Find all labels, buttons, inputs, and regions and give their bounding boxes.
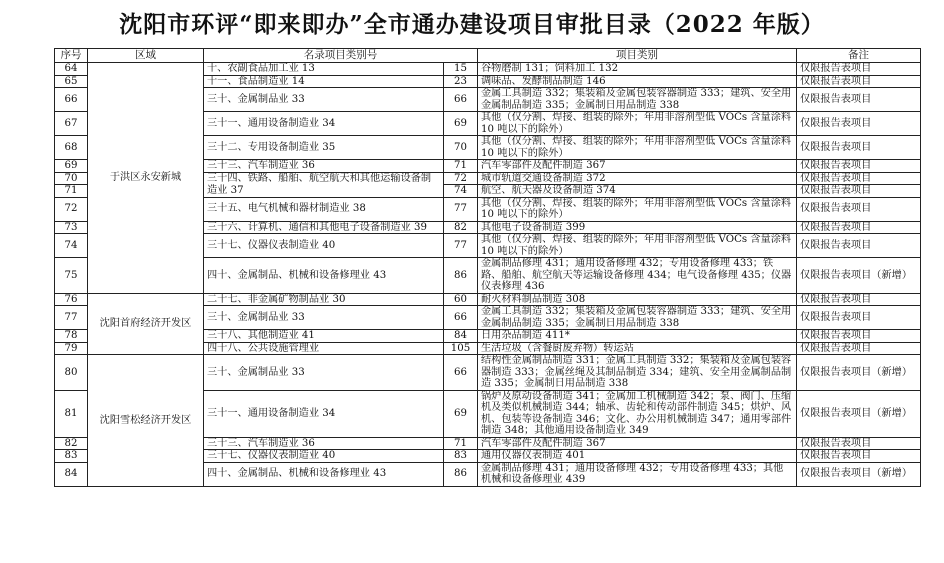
row-category: 金属工具制造 332；集装箱及金属包装容器制造 333；建筑、安全用金属制品制造 335；金属制日用品制造 338 [478, 306, 797, 330]
row-name: 二十七、非金属矿物制品业 30 [204, 293, 444, 306]
row-category: 其他（仅分割、焊接、组装的除外；年用非溶剂型低 VOCs 含量涂料 10 吨以下的除外） [478, 136, 797, 160]
row-category: 结构性金属制品制造 331；金属工具制造 332；集装箱及金属包装容器制造 333；金属丝绳及其制品制造 334；建筑、安全用金属制品制造 335；金属制日用品制造 338 [478, 355, 797, 391]
row-category: 耐火材料制品制造 308 [478, 293, 797, 306]
row-note: 仅限报告表项目 [797, 160, 921, 173]
row-name: 三十六、计算机、通信和其他电子设备制造业 39 [204, 221, 444, 234]
row-seq: 84 [55, 462, 88, 486]
area-cell: 沈阳雪松经济开发区 [88, 355, 204, 487]
row-note: 仅限报告表项目 [797, 437, 921, 450]
header-seq: 序号 [55, 49, 88, 63]
row-number: 84 [444, 330, 478, 343]
row-number: 71 [444, 160, 478, 173]
row-seq: 70 [55, 172, 88, 185]
row-number: 86 [444, 462, 478, 486]
row-category: 其他（仅分割、焊接、组装的除外；年用非溶剂型低 VOCs 含量涂料 10 吨以下的除外） [478, 112, 797, 136]
row-seq: 66 [55, 88, 88, 112]
row-number: 72 [444, 172, 478, 185]
row-seq: 79 [55, 342, 88, 355]
row-category: 日用杂品制造 411* [478, 330, 797, 343]
row-seq: 74 [55, 234, 88, 258]
row-note: 仅限报告表项目 [797, 136, 921, 160]
row-number: 66 [444, 306, 478, 330]
row-note: 仅限报告表项目 [797, 63, 921, 76]
row-note: 仅限报告表项目 [797, 306, 921, 330]
table-row [55, 293, 921, 306]
row-number: 83 [444, 450, 478, 463]
row-note: 仅限报告表项目（新增） [797, 390, 921, 437]
row-category: 其他电子设备制造 399 [478, 221, 797, 234]
header-note: 备注 [797, 49, 921, 63]
row-category: 谷物磨制 131；饲料加工 132 [478, 63, 797, 76]
row-name: 三十、金属制品业 33 [204, 355, 444, 391]
row-category: 金属制品修理 431；通用设备修理 432；专用设备修理 433；其他机械和设备修理业 439 [478, 462, 797, 486]
row-seq: 67 [55, 112, 88, 136]
row-seq: 77 [55, 306, 88, 330]
row-number: 66 [444, 355, 478, 391]
row-name: 三十二、专用设备制造业 35 [204, 136, 444, 160]
row-number: 71 [444, 437, 478, 450]
row-number: 74 [444, 185, 478, 198]
row-category: 通用仪器仪表制造 401 [478, 450, 797, 463]
row-seq: 81 [55, 390, 88, 437]
area-cell: 于洪区永安新城 [88, 63, 204, 294]
row-name: 三十五、电气机械和器材制造业 38 [204, 197, 444, 221]
row-number: 15 [444, 63, 478, 76]
row-number: 77 [444, 234, 478, 258]
row-number: 69 [444, 112, 478, 136]
row-number: 23 [444, 75, 478, 88]
row-name: 十一、食品制造业 14 [204, 75, 444, 88]
row-name: 三十七、仪器仪表制造业 40 [204, 450, 444, 463]
row-note: 仅限报告表项目 [797, 221, 921, 234]
row-category: 其他（仅分割、焊接、组装的除外；年用非溶剂型低 VOCs 含量涂料 10 吨以下的除外） [478, 197, 797, 221]
area-cell: 沈阳首府经济开发区 [88, 293, 204, 355]
header-name: 名录项目类别号 [204, 49, 478, 63]
row-seq: 83 [55, 450, 88, 463]
row-number: 66 [444, 88, 478, 112]
row-note: 仅限报告表项目 [797, 75, 921, 88]
row-name: 三十一、通用设备制造业 34 [204, 390, 444, 437]
row-note: 仅限报告表项目 [797, 293, 921, 306]
row-seq: 64 [55, 63, 88, 76]
row-name: 三十三、汽车制造业 36 [204, 160, 444, 173]
row-name: 三十七、仪器仪表制造业 40 [204, 234, 444, 258]
row-note: 仅限报告表项目 [797, 450, 921, 463]
row-seq: 72 [55, 197, 88, 221]
row-note: 仅限报告表项目 [797, 342, 921, 355]
row-name: 四十、金属制品、机械和设备修理业 43 [204, 462, 444, 486]
table-row [55, 355, 921, 391]
row-seq: 80 [55, 355, 88, 391]
row-note: 仅限报告表项目 [797, 197, 921, 221]
row-note: 仅限报告表项目（新增） [797, 355, 921, 391]
row-note: 仅限报告表项目 [797, 88, 921, 112]
row-note: 仅限报告表项目（新增） [797, 462, 921, 486]
row-seq: 75 [55, 258, 88, 294]
row-category: 金属制品修理 431；通用设备修理 432；专用设备修理 433；铁路、船舶、航空航天等运输设备修理 434；电气设备修理 435；仪器仪表修理 436 [478, 258, 797, 294]
row-number: 105 [444, 342, 478, 355]
row-note: 仅限报告表项目 [797, 112, 921, 136]
row-number: 70 [444, 136, 478, 160]
row-note: 仅限报告表项目 [797, 185, 921, 198]
row-name: 三十八、其他制造业 41 [204, 330, 444, 343]
row-category: 生活垃圾（含餐厨废弃物）转运站 [478, 342, 797, 355]
row-category: 城市轨道交通设备制造 372 [478, 172, 797, 185]
row-seq: 65 [55, 75, 88, 88]
row-category: 航空、航天器及设备制造 374 [478, 185, 797, 198]
row-category: 锅炉及原动设备制造 341；金属加工机械制造 342；泵、阀门、压缩机及类似机械制造 344；轴承、齿轮和传动部件制造 345；烘炉、风机、包装等设备制造 346；文化、办公用机械制造 347；通用零部件制造 348；其他通用设备制造业 349 [478, 390, 797, 437]
row-category: 金属工具制造 332；集装箱及金属包装容器制造 333；建筑、安全用金属制品制造 335；金属制日用品制造 338 [478, 88, 797, 112]
row-seq: 78 [55, 330, 88, 343]
row-seq: 68 [55, 136, 88, 160]
row-note: 仅限报告表项目 [797, 234, 921, 258]
header-category: 项目类别 [478, 49, 797, 63]
row-seq: 71 [55, 185, 88, 198]
row-number: 82 [444, 221, 478, 234]
row-name: 四十八、公共设施管理业 [204, 342, 444, 355]
row-category: 汽车零部件及配件制造 367 [478, 160, 797, 173]
row-category: 汽车零部件及配件制造 367 [478, 437, 797, 450]
row-number: 86 [444, 258, 478, 294]
row-name: 四十、金属制品、机械和设备修理业 43 [204, 258, 444, 294]
row-seq: 69 [55, 160, 88, 173]
row-name: 三十三、汽车制造业 36 [204, 437, 444, 450]
row-seq: 73 [55, 221, 88, 234]
table-header-row [55, 49, 921, 63]
header-area: 区域 [88, 49, 204, 63]
page-title: 沈阳市环评“即来即办”全市通办建设项目审批目录（2022 年版） [119, 11, 825, 38]
row-note: 仅限报告表项目 [797, 172, 921, 185]
row-note: 仅限报告表项目（新增） [797, 258, 921, 294]
row-seq: 76 [55, 293, 88, 306]
row-category: 其他（仅分割、焊接、组装的除外；年用非溶剂型低 VOCs 含量涂料 10 吨以下的除外） [478, 234, 797, 258]
table-row [55, 63, 921, 76]
row-name: 三十一、通用设备制造业 34 [204, 112, 444, 136]
row-name: 三十、金属制品业 33 [204, 306, 444, 330]
row-seq: 82 [55, 437, 88, 450]
row-number: 60 [444, 293, 478, 306]
project-table [54, 48, 921, 487]
row-name: 十、农副食品加工业 13 [204, 63, 444, 76]
row-category: 调味品、发酵制品制造 146 [478, 75, 797, 88]
row-note: 仅限报告表项目 [797, 330, 921, 343]
row-number: 77 [444, 197, 478, 221]
row-name: 三十四、铁路、船舶、航空航天和其他运输设备制造业 37 [204, 172, 444, 197]
row-number: 69 [444, 390, 478, 437]
row-name: 三十、金属制品业 33 [204, 88, 444, 112]
